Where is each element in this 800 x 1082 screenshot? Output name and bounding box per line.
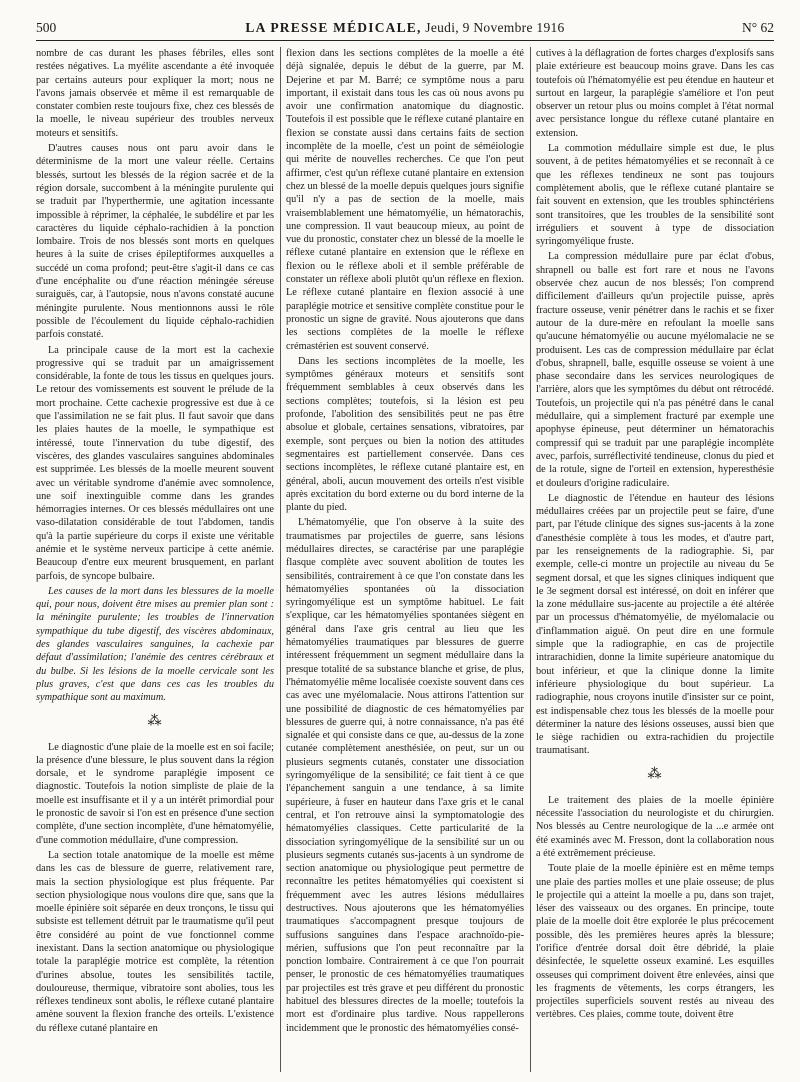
section-separator: ⁂ bbox=[647, 766, 663, 782]
header-rule bbox=[36, 40, 774, 41]
journal-title-line bbox=[36, 20, 774, 36]
paragraph: Dans les sections incomplètes de la moelle, les symptômes généraux moteurs et sensitifs sont fréquemment semblables à ceux observés dans les sections complètes; toutefois, si la lésion est peu profonde, l'abolition des sensibilités peut ne pas être absolue et globale, certaines sensations, vibratoires, par exemple, sont perçues ou bien la notion des attitudes segmentaires est partiellement conservée. Dans ces sections incomplètes, le réflexe cutané plantaire est, en général, aboli, aucun mouvement des orteils n'est visible après excitation du bord externe ou du bord interne de la plante du pied. bbox=[286, 355, 524, 514]
column-middle bbox=[286, 47, 524, 1072]
paragraph: La section totale anatomique de la moelle est même dans les cas de blessure de guerre, relativement rare, mais la section physiologique est plus fréquente. Par section physiologique nous voulons dire que, sans que la moelle épinière soit séparée en deux tronçons, le tissu qui subsiste est tellement détruit par le traumatisme qu'il peut être considéré au point de vue fonctionnel comme inexistant. Dans la section anatomique ou physiologique totale la paraplégie motrice est complète, la rétention d'urines absolue, toutes les sensibilités tactile, douloureuse, thermique, vibratoire sont abolies, tous les réflexes tendineux sont abolis, le réflexe cutané plantaire amène souvent la flexion franche des orteils. L'existence du réflexe cutané plantaire en bbox=[36, 849, 274, 1034]
page-header bbox=[36, 20, 774, 38]
paragraph: Toute plaie de la moelle épinière est en même temps une plaie des parties molles et une plaie osseuse; de plus le projectile qui a atteint la moelle a pu, dans son trajet, léser des vaisseaux ou des organes. En principe, toute plaie de la moelle doit être explorée le plus précocement possible, dès les premières heures après la blessure; l'orifice d'entrée dorsal doit être débridé, la plaie désinfectée, le squelette osseux examiné. Les esquilles osseuses qui compriment doivent être enlevées, ainsi que les fragments de vêtements, les corps étrangers, les projectiles superficiels souvent restés au niveau des vertèbres. Ces plaies, comme toute, doivent être bbox=[536, 863, 774, 1021]
column-divider bbox=[280, 47, 281, 1072]
issue-number: N° 62 bbox=[741, 20, 774, 35]
paragraph: La commotion médullaire simple est due, le plus souvent, à de petites hématomyélies et se reconnaît à ce que les réflexes tendineux ne sont pas toujours complètement abolis, que le réflexe cutané plantaire se fait souvent en extension, que les troubles sphinctériens sont transitoires, que les troubles de la sensibilité sont irréguliers et souvent à type de dissociation syringomyélique fruste. bbox=[536, 143, 774, 248]
column-right bbox=[536, 47, 774, 1072]
column-left bbox=[36, 47, 274, 1072]
paragraph: D'autres causes nous ont paru avoir dans le déterminisme de la mort une valeur réelle. Certains blessés, surtout les blessés de la région sacrée et de la région dorsale, succombent à la méningite purulente qui se traduit par l'hyperthermie, une agitation incessante impossible à réprimer, la céphalée, le subdélire et par les caractères du liquide céphalo-rachidien à la ponction lombaire. Trois de nos blessés sont morts en quelques heures à la suite de crises épileptiformes auxquelles a succédé un coma profond; peut-être s'agit-il dans ce cas d'une encéphalite ou d'une réaction méningée séreuse suraiguës, car, à l'autopsie, nous n'avons constaté aucune méningite purulente. Nous mentionnons aussi le rôle possible de l'écoulement du liquide céphalo-rachidien parfois constaté. bbox=[36, 143, 274, 341]
paragraph: La compression médullaire pure par éclat d'obus, shrapnell ou balle est fort rare et nous ne l'avons observée chez aucun de nos blessés; l'on comprend difficilement d'ailleurs qu'un projectile puisse, après fracture osseuse, venir pénétrer dans le rachis et se fixer autour de la dure-mère en refoulant la moelle sans qu'aucune hématomyélie ou aucune myélomalacie ne se produisent. Les cas de compression médullaire par éclat d'obus, shrapnell, balle, esquille osseuse se voient à une phase secondaire dans les services neurologiques de l'arrière, alors que les symptômes du début ont rétrocédé. Toutefois, un projectile qui n'a pas pénétré dans le canal médullaire, qui a simplement fracturé par exemple une apophyse épineuse, peut déterminer un hématorachis compressif qui se traduit par une paraplégie incomplète avec, parfois, surréflectivité tendineuse, clonus du pied et de la rotule, signe de l'orteil en extension, hyperesthésie et douleurs d'origine radiculaire. bbox=[536, 251, 774, 489]
issue-date: Jeudi, 9 Novembre 1916 bbox=[425, 20, 565, 35]
paragraph: Le traitement des plaies de la moelle épinière nécessite l'association du neurologiste et du chirurgien. Nos blessés au Centre neurologique de la ...e armée ont été examinés avec M. Fresson, dont la collaboration nous a été extrêmement précieuse. bbox=[536, 794, 774, 859]
section-separator: ⁂ bbox=[147, 713, 163, 729]
paragraph: Les causes de la mort dans les blessures de la moelle qui, pour nous, doivent être mises au premier plan sont : la méningite purulente; les troubles de l'innervation sympathique du tube digestif, des viscères abdominaux, des glandes vasculaires sanguines, la cachexie par défaut d'assimilation; l'anémie des centres cérébraux et du bulbe. Si les lésions de la moelle cervicale sont les plus graves, c'est que dans ces cas les troubles du sympathique sont au maximum. bbox=[36, 585, 274, 704]
paragraph: L'hématomyélie, que l'on observe à la suite des traumatismes par projectiles de guerre, sans lésions médullaires directes, se caractérise par une paraplégie flasque complète avec souvent abolition de toutes les sensibilités, contrairement à ce que l'on constate dans les hématomyélies spontanées où la dissociation syringomyélique est un symptôme habituel. Le fait s'explique, car les hématomyélies spontanées siègent en général dans l'axe gris central au lieu que les hématomyélies traumatiques par blessures de guerre intéressent fréquemment un segment médullaire dans la presque totalité de sa substance blanche et grise, de plus, l'hématomyélie même localisée coexiste souvent dans ces cas avec une myélomalacie. Nous attirons l'attention sur une possibilité de diagnostic de ces hématomyélies par blessures de guerre qui, à notre connaissance, n'a pas été signalée et qui consiste dans ce que, au-dessus de la zone cutanée complètement anesthésiée, on peut, sur un ou plusieurs segments cutanés, constater une dissociation syringomyélique de la sensibilité; ce fait tient à ce que l'épanchement sanguin a une tendance, à sa limite supérieure, à fuser en hauteur dans l'axe gris et le canal central, et l'on retrouve ainsi la symptomatologie des hématomyélies classiques. Cette particularité de la dissociation syringomyélique de la sensibilité sur un ou plusieurs segments cutanés sus-jacents à un syndrome de section anatomique ou physiologique peut permettre de reconnaître les petites hématomyélies qui coexistent si fréquemment avec les autres lésions médullaires destructives. Nous ajouterons que les hématomyélies traumatiques s'accompagnent presque toujours de suffusions sanguines dans l'espace arachnoïdo-pie-mérien, suffusions que l'on peut reconnaître par la ponction lombaire. Contrairement à ce que l'on pourrait penser, le pronostic de ces hématomyélies traumatiques par projectiles est très grave et peu différent du pronostic habituel des blessures directes de la moelle; toutefois la mort est d'ordinaire plus tardive. Nous rappellerons incidemment que le pronostic des hématomyélies consé- bbox=[286, 517, 524, 1034]
paragraph: La principale cause de la mort est la cachexie progressive qui se traduit par un amaigrissement considérable, la fonte de tous les tissus en quelques jours. Le retour des vomissements est souvent le prélude de la mort prochaine. Cette cachexie progressive est due à ce que l'assimilation ne se fait plus. Il faut savoir que dans les plaies hautes de la moelle, le sympathique est intéressé, toute l'innervation du tube digestif, des viscères, des glandes vasculaires sanguines abdominales est supprimée. Les blessés de la moelle meurent souvent avec un véritable syndrome d'anémie avec somnolence, une soif inextinguible comme dans les grandes hémorragies internes. Or ces blessés médullaires ont une vaso-dilatation considérable de tout l'abdomen, tandis qu'à la partie supérieure du corps il existe une véritable anémie et le système nerveux participe à cette anémie. Beaucoup d'entre eux meurent brusquement, en parlant parfois, de syncope bulbaire. bbox=[36, 344, 274, 582]
page-number: 500 bbox=[36, 20, 57, 35]
paragraph: cutives à la déflagration de fortes charges d'explosifs sans plaie extérieure est beaucoup moins grave. Dans les cas toutefois où l'hématomyélie est peu étendue en hauteur et surtout en largeur, la paraplégie s'améliore et l'on peut observer un retour plus ou moins complet à l'état normal avec persistance longue du réflexe cutané plantaire en extension. bbox=[536, 48, 774, 139]
column-divider bbox=[530, 47, 531, 1072]
paragraph: Le diagnostic de l'étendue en hauteur des lésions médullaires créées par un projectile peut se faire, d'une part, par l'étude clinique des signes sus-jacents à la zone d'anesthésie complète à tous les modes, et d'autre part, par les renseignements de la radiographie. Si, par exemple, celle-ci montre un projectile au niveau du 5e segment dorsal, et que les signes cliniques indiquent que le 3e segment dorsal est intéressé, on doit en inférer que la zone médullaire sus-jacente au projectile a été altérée par un processus d'hématomyélie, de myélomalacie ou d'inflammation aiguë. On peut dire en une formule simple que la radiographie, en cas de projectile intrarachidien, donne la limite supérieure anatomique du bout inférieur, et que la clinique donne la limite inférieure physiologique du bout supérieur. La radiographie, nous croyons inutile d'insister sur ce point, est indispensable chez tous les blessés de la moelle pour déterminer la nature des lésions osseuses, aussi bien que le siège rachidien ou extra-rachidien du projectile traumatisant. bbox=[536, 492, 774, 757]
paragraph: flexion dans les sections complètes de la moelle a été déjà signalée, depuis le début de la guerre, par M. Dejerine et par M. Barré; ce symptôme nous a paru important, il existait dans tous les cas où nous avons pu avoir une confirmation anatomique du diagnostic. Toutefois il est possible que le réflexe cutané plantaire en flexion se constate aussi dans certains faits de section incomplète de la moelle, c'est un point de séméiologie qui mérite de nouvelles recherches. Ce que l'on peut affirmer, c'est qu'un réflexe cutané plantaire en extension chez un blessé de la moelle depuis quelques jours signifie qu'il n'y a pas de section de la moelle, mais vraisemblablement une hématomyélie, un hématorachis, une compression. Il vaut beaucoup mieux, au point de vue du pronostic, constater chez un blessé de la moelle le réflexe cutané plantaire en extension que le réflexe en flexion ou le réflexe aboli et il semble préférable de constater un réflexe aboli plutôt qu'un réflexe en flexion. Le réflexe cutané plantaire en flexion associé à une paraplégie motrice et sensitive complète constitue pour le pronostic un signe de gravité. Nous ajouterons que dans les sections complètes de la moelle le réflexe crémastérien est souvent conservé. bbox=[286, 48, 524, 352]
paragraph: Le diagnostic d'une plaie de la moelle est en soi facile; la présence d'une blessure, le plus souvent dans la région dorsale, et le syndrome paraplégie imposent ce diagnostic. Toutefois la notion simpliste de plaie de la moelle est insuffisante et il y a un intérêt primordial pour le pronostic de savoir si l'on est en présence d'une section complète, d'une section incomplète, d'une hématomyélie, d'une commotion médullaire, d'une compression. bbox=[36, 741, 274, 846]
article-body bbox=[36, 47, 774, 1072]
paragraph: nombre de cas durant les phases fébriles, elles sont restées négatives. La myélite ascendante a été invoquée par certains auteurs pour expliquer la mort; nous ne l'avons jamais observée et même il est remarquable de constater combien reste toujours fixe, chez ces blessés de la moelle, le niveau supérieur des troubles nerveux moteurs et sensitifs. bbox=[36, 48, 274, 139]
journal-title: LA PRESSE MÉDICALE, bbox=[245, 20, 422, 35]
